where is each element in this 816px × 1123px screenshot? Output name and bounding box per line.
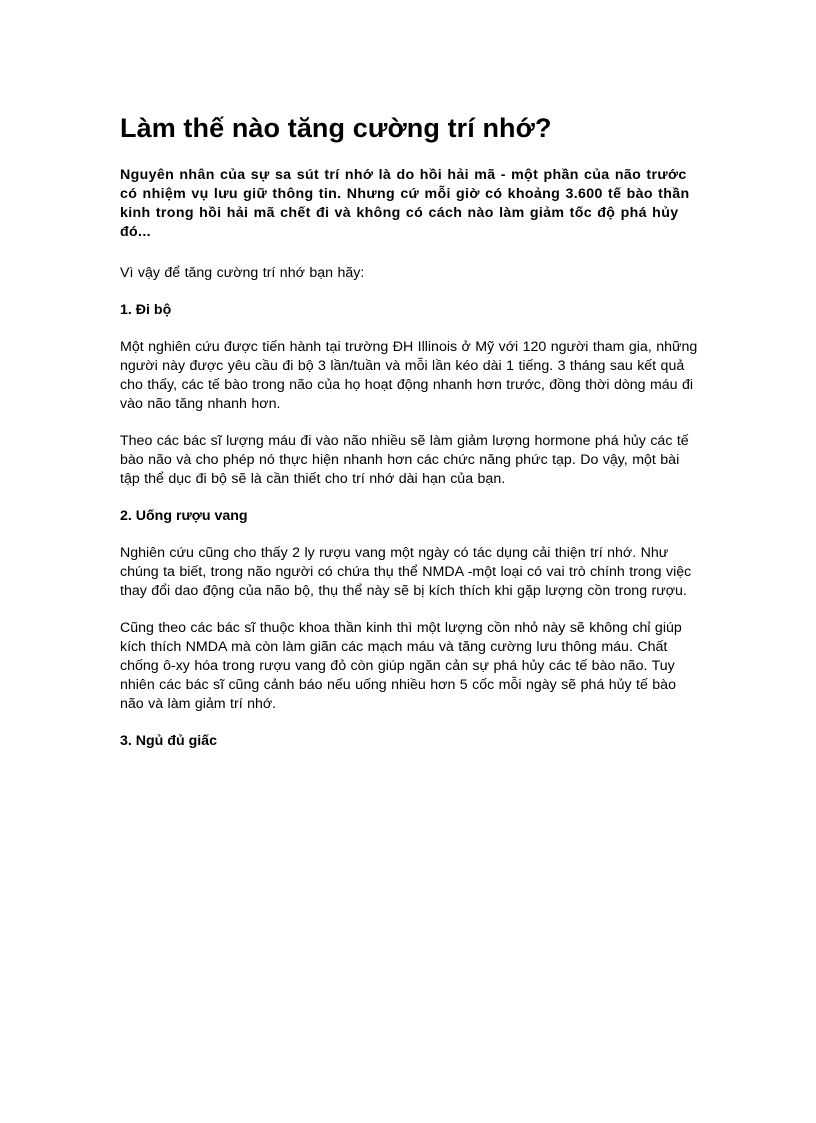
- section-heading-wine: 2. Uống rượu vang: [120, 508, 248, 524]
- section-heading-walking: 1. Đi bộ: [120, 302, 172, 318]
- document-page: [120, 110, 700, 769]
- section-paragraph: Theo các bác sĩ lượng máu đi vào não nhiều sẽ làm giảm lượng hormone phá hủy các tế bào não và cho phép nó thực hiện nhanh hơn các chức năng phức tạp. Do vậy, một bài tập thể dục đi bộ sẽ là cần thiết cho trí nhớ dài hạn của bạn.: [120, 433, 689, 487]
- section-paragraph: Một nghiên cứu được tiến hành tại trường ĐH Illinois ở Mỹ với 120 người tham gia, những người này được yêu cầu đi bộ 3 lần/tuần và mỗi lần kéo dài 1 tiếng. 3 tháng sau kết quả cho thấy, các tế bào trong não của họ hoạt động nhanh hơn trước, đồng thời dòng máu đi vào não tăng nhanh hơn.: [120, 339, 698, 412]
- section-heading-sleep: 3. Ngủ đủ giấc: [120, 733, 217, 749]
- section-paragraph: Nghiên cứu cũng cho thấy 2 ly rượu vang một ngày có tác dụng cải thiện trí nhớ. Như chúng ta biết, trong não người có chứa thụ thể NMDA -một loại có vai trò chính trong việc thay đổi dao động của não bộ, thụ thể này sẽ bị kích thích khi gặp lượng cồn trong rượu.: [120, 545, 692, 599]
- section-paragraph: Cũng theo các bác sĩ thuộc khoa thần kinh thì một lượng cồn nhỏ này sẽ không chỉ giúp kích thích NMDA mà còn làm giãn các mạch máu và tăng cường lưu thông máu. Chất chống ô-xy hóa trong rượu vang đỏ còn giúp ngăn cản sự phá hủy các tế bào não. Tuy nhiên các bác sĩ cũng cảnh báo nếu uống nhiều hơn 5 cốc mỗi ngày sẽ phá hủy tế bào não và làm giảm trí nhớ.: [120, 620, 682, 712]
- intro-paragraph: Vì vậy để tăng cường trí nhớ bạn hãy:: [120, 265, 365, 281]
- document-title: Làm thế nào tăng cường trí nhớ?: [120, 113, 552, 143]
- lead-paragraph: Nguyên nhân của sự sa sút trí nhớ là do hồi hải mã - một phần của não trước có nhiệm vụ lưu giữ thông tin. Nhưng cứ mỗi giờ có khoảng 3.600 tế bào thần kinh trong hồi hải mã chết đi và không có cách nào làm giảm tốc độ phá hủy đó...: [120, 167, 690, 240]
